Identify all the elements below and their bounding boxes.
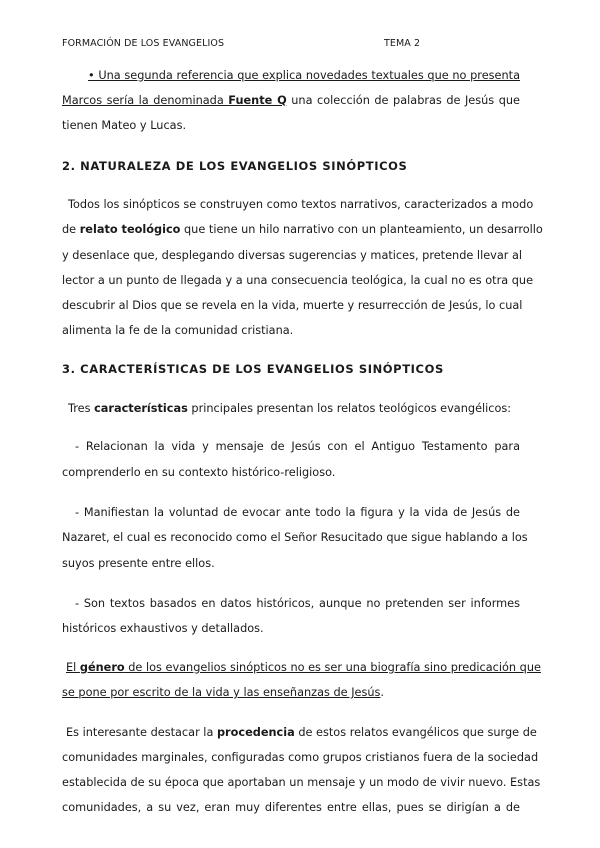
paragraph-genero-line-1: El género de los evangelios sinópticos no es ser una biografía sino predicación que (66, 661, 541, 674)
paragraph-caracteristicas-intro: Tres características principales presentan los relatos teológicos evangélicos: (68, 402, 512, 415)
paragraph-naturaleza-line-3: y desenlace que, desplegando diversas sugerencias y matices, pretende llevar al (62, 249, 523, 262)
paragraph-naturaleza-line-2: de relato teológico que tiene un hilo narrativo con un planteamiento, un desarrollo (62, 223, 543, 236)
paragraph-fuente-q-line-1: • Una segunda referencia que explica novedades textuales que no presenta (88, 69, 520, 82)
list-item-2-line-1: - Manifiestan la voluntad de evocar ante todo la figura y la vida de Jesús de (75, 506, 520, 519)
running-header-chapter: TEMA 2 (384, 38, 421, 49)
running-header-title: FORMACIÓN DE LOS EVANGELIOS (62, 38, 225, 49)
list-item-3-line-2: históricos exhaustivos y detallados. (62, 622, 264, 635)
paragraph-fuente-q-line-2: Marcos sería la denominada Fuente Q una colección de palabras de Jesús que (62, 94, 520, 107)
list-item-2-line-2: Nazaret, el cual es reconocido como el Señor Resucitado que sigue hablando a los (62, 531, 528, 544)
paragraph-naturaleza-line-4: lector a un punto de llegada y a una consecuencia teológica, la cual no es otra que (62, 274, 534, 287)
paragraph-naturaleza-line-1: Todos los sinópticos se construyen como textos narrativos, caracterizados a modo (68, 198, 534, 211)
paragraph-fuente-q-line-3: tienen Mateo y Lucas. (62, 119, 187, 132)
paragraph-procedencia-line-2: comunidades marginales, configuradas como grupos cristianos fuera de la sociedad (62, 751, 539, 764)
paragraph-procedencia-line-1: Es interesante destacar la procedencia de estos relatos evangélicos que surge de (66, 726, 537, 739)
list-item-2-line-3: suyos presente entre ellos. (62, 557, 215, 570)
paragraph-procedencia-line-4: comunidades, a su vez, eran muy diferentes entre ellas, pues se dirigían a de (62, 801, 520, 814)
section-heading-naturaleza: 2. NATURALEZA DE LOS EVANGELIOS SINÓPTICOS (62, 159, 408, 173)
paragraph-procedencia-line-3: establecida de su época que aportaban un mensaje y un modo de vivir nuevo. Estas (62, 776, 541, 789)
term-relato-teologico: relato teológico (79, 223, 181, 236)
term-genero: género (79, 661, 125, 674)
term-fuente-q: Fuente Q (228, 94, 287, 107)
term-caracteristicas: características (94, 402, 188, 415)
paragraph-genero-line-2: se pone por escrito de la vida y las enseñanzas de Jesús. (62, 686, 385, 699)
paragraph-naturaleza-line-6: alimenta la fe de la comunidad cristiana. (62, 324, 294, 337)
list-item-1-line-1: - Relacionan la vida y mensaje de Jesús con el Antiguo Testamento para (75, 440, 520, 453)
paragraph-naturaleza-line-5: descubrir al Dios que se revela en la vida, muerte y resurrección de Jesús, lo cual (62, 299, 523, 312)
section-heading-caracteristicas: 3. CARACTERÍSTICAS DE LOS EVANGELIOS SINÓPTICOS (62, 362, 444, 376)
list-item-1-line-2: comprenderlo en su contexto histórico-religioso. (62, 466, 336, 479)
list-item-3-line-1: - Son textos basados en datos históricos, aunque no pretenden ser informes (75, 597, 520, 610)
term-procedencia: procedencia (216, 726, 295, 739)
